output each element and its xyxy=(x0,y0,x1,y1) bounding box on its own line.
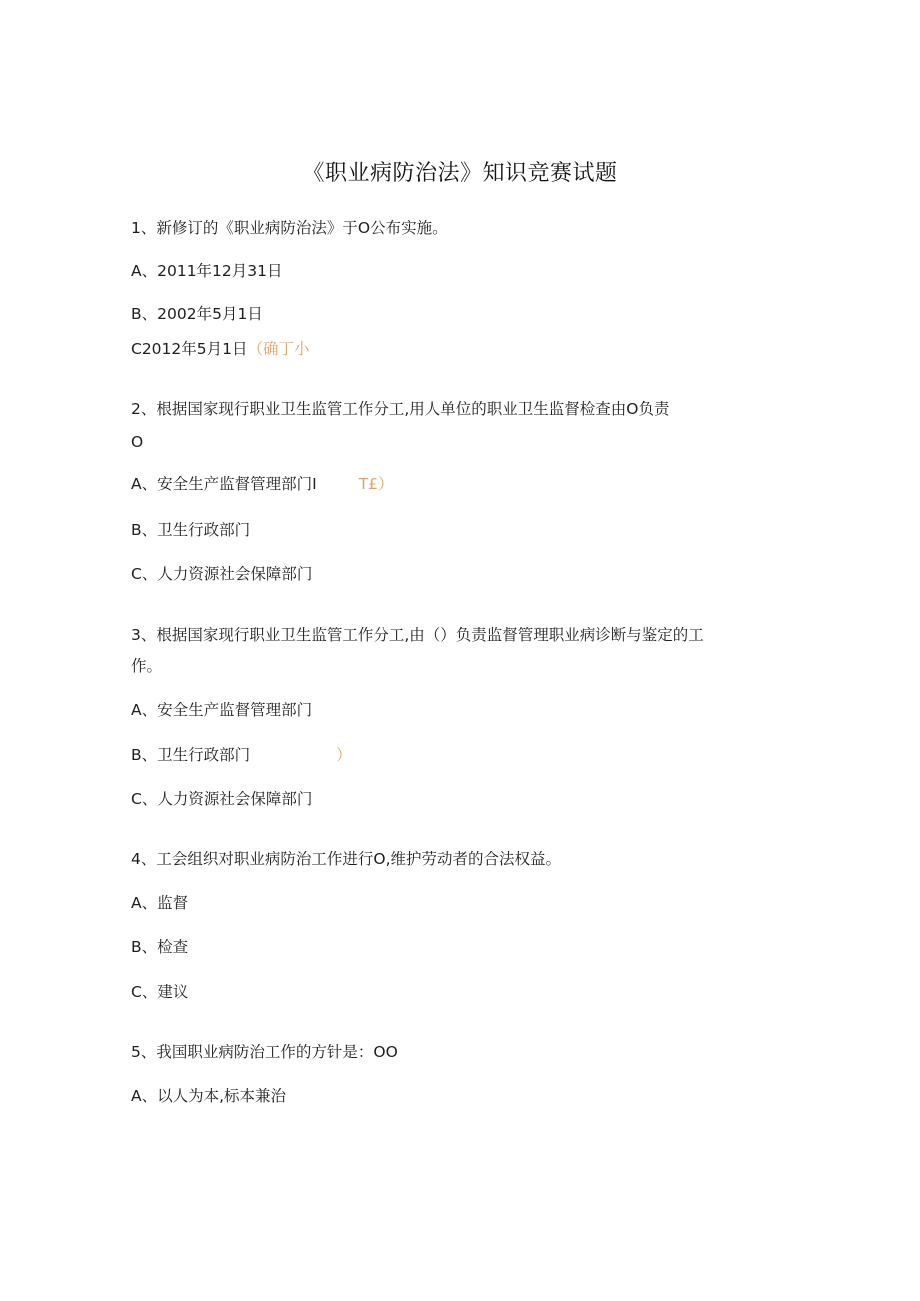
question-1-option-a: A、2011年12月31日 xyxy=(131,262,283,280)
question-2-option-c: C、人力资源社会保障部门 xyxy=(131,565,313,583)
question-3-option-c: C、人力资源社会保障部门 xyxy=(131,790,313,808)
question-1-option-b: B、2002年5月1日 xyxy=(131,305,263,323)
option-text: C2012年5月1日 xyxy=(131,340,248,358)
handwritten-note: ） xyxy=(336,746,352,764)
question-1-stem: 1、新修订的《职业病防治法》于O公布实施。 xyxy=(131,219,448,237)
question-5-stem: 5、我国职业病防治工作的方针是：OO xyxy=(131,1043,398,1061)
question-2-option-a xyxy=(131,474,394,494)
question-3-option-b xyxy=(131,745,352,765)
option-text: A、安全生产监督管理部门I xyxy=(131,475,317,493)
question-3-option-a: A、安全生产监督管理部门 xyxy=(131,701,313,719)
question-3-stem: 3、根据国家现行职业卫生监管工作分工,由（）负责监督管理职业病诊断与鉴定的工 xyxy=(131,626,704,644)
handwritten-note: T£） xyxy=(358,475,394,493)
question-2-stem: 2、根据国家现行职业卫生监管工作分工,用人单位的职业卫生监督检查由O负责 xyxy=(131,400,670,418)
question-4-option-a: A、监督 xyxy=(131,894,189,912)
question-4-stem: 4、工会组织对职业病防治工作进行O,维护劳动者的合法权益。 xyxy=(131,850,561,868)
question-4-option-b: B、检查 xyxy=(131,938,189,956)
page-title: 《职业病防治法》知识竞赛试题 xyxy=(302,161,618,186)
option-text: B、卫生行政部门 xyxy=(131,746,251,764)
handwritten-note: （确丁小 xyxy=(247,340,310,358)
question-4-option-c: C、建议 xyxy=(131,983,189,1001)
question-2-stem-continued: O xyxy=(131,433,144,451)
question-3-stem-continued: 作。 xyxy=(131,657,163,675)
question-1-option-c xyxy=(131,339,310,359)
question-2-option-b: B、卫生行政部门 xyxy=(131,521,251,539)
question-5-option-a: A、以人为本,标本兼治 xyxy=(131,1087,287,1105)
